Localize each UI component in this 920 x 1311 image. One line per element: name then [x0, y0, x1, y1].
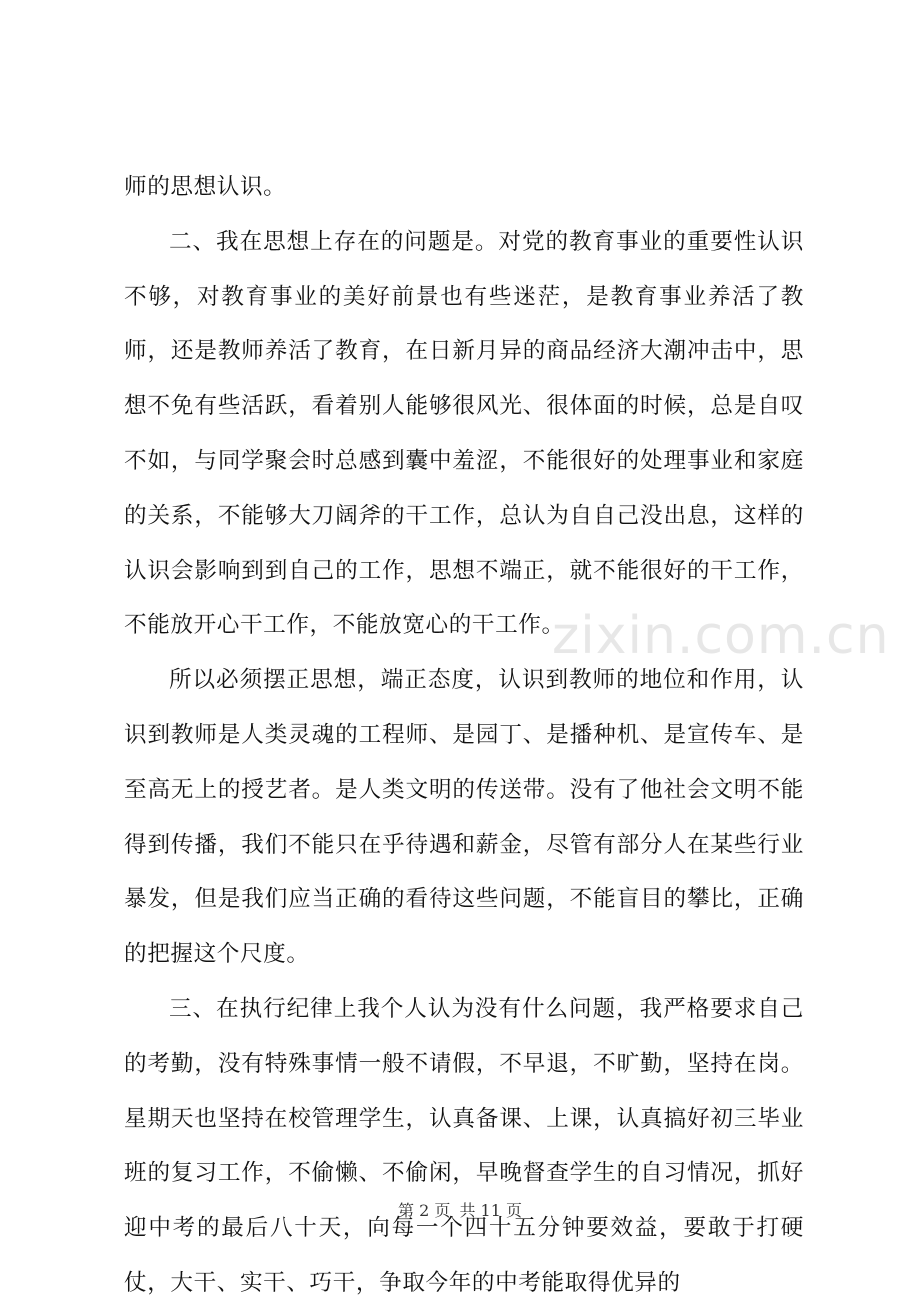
- paragraph-thought-problems: 二、我在思想上存在的问题是。对党的教育事业的重要性认识不够，对教育事业的美好前景也有些迷茫，是教育事业养活了教师，还是教师养活了教育，在日新月异的商品经济大潮冲击中，思想不免有些活跃，看着别人能够很风光、很体面的时候，总是自叹不如，与同学聚会时总感到囊中羞涩，不能很好的处理事业和家庭的关系，不能够大刀阔斧的干工作，总认为自自己没出息，这样的认识会影响到到自己的工作，思想不端正，就不能很好的干工作，不能放开心干工作，不能放宽心的干工作。: [124, 228, 804, 639]
- paragraph-correct-attitude: 所以必须摆正思想，端正态度，认识到教师的地位和作用，认识到教师是人类灵魂的工程师、是园丁、是播种机、是宣传车、是至高无上的授艺者。是人类文明的传送带。没有了他社会文明不能得到传播，我们不能只在乎待遇和薪金，尽管有部分人在某些行业暴发，但是我们应当正确的看待这些问题，不能盲目的攀比，正确的把握这个尺度。: [124, 667, 804, 968]
- paragraph-continued: 师的思想认识。: [124, 174, 287, 200]
- page-total: 共 11 页: [459, 1201, 522, 1220]
- paragraph-discipline: 三、在执行纪律上我个人认为没有什么问题，我严格要求自己的考勤，没有特殊事情一般不请假，不早退，不旷勤，坚持在岗。星期天也坚持在校管理学生，认真备课、上课，认真搞好初三毕业班的复习工作，不偷懒、不偷闲，早晚督查学生的自习情况，抓好迎中考的最后八十天，向每一个四十五分钟要效益，要敢于打硬仗，大干、实干、巧干，争取今年的中考能取得优异的: [124, 995, 804, 1296]
- watermark-text: zixin.com.cn: [552, 606, 890, 666]
- page-number: 第 2 页: [398, 1201, 451, 1220]
- page-footer: [0, 1198, 920, 1221]
- document-body: [124, 160, 804, 1311]
